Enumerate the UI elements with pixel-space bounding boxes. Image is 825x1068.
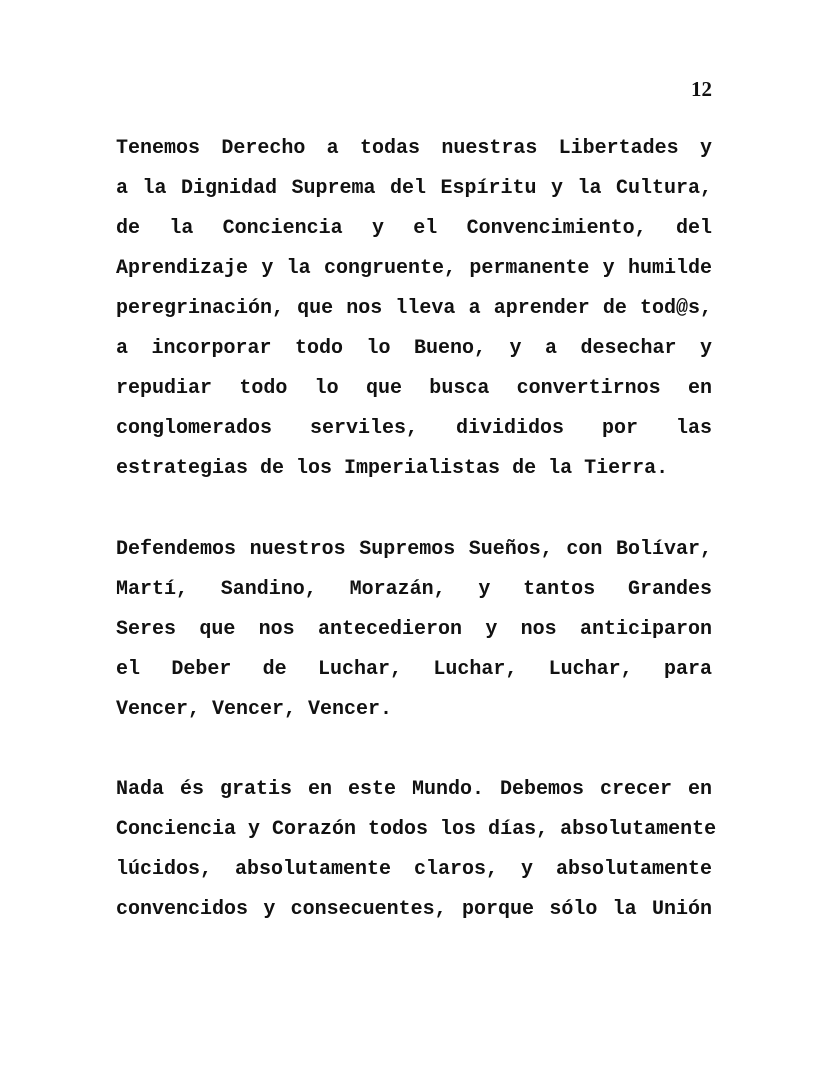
text-line: a incorporar todo lo Bueno, y a desechar y: [116, 337, 712, 360]
text-line: Aprendizaje y la congruente, permanente y humilde: [116, 257, 712, 280]
text-line: lúcidos, absolutamente claros, y absolutamente: [116, 858, 712, 881]
text-line: Nada és gratis en este Mundo. Debemos crecer en: [116, 778, 712, 801]
text-line: peregrinación, que nos lleva a aprender de tod@s,: [116, 297, 712, 320]
text-line: Tenemos Derecho a todas nuestras Libertades y: [116, 137, 712, 160]
text-line: Seres que nos antecedieron y nos anticiparon: [116, 618, 712, 641]
text-line: Martí, Sandino, Morazán, y tantos Grandes: [116, 578, 712, 601]
text-line: el Deber de Luchar, Luchar, Luchar, para: [116, 658, 712, 681]
page-number: 12: [691, 77, 712, 101]
text-line: Conciencia y Corazón todos los días, absolutamente: [116, 818, 717, 841]
text-line: repudiar todo lo que busca convertirnos en: [116, 377, 712, 400]
text-line: conglomerados serviles, divididos por las: [116, 417, 712, 440]
text-line: estrategias de los Imperialistas de la Tierra.: [116, 457, 669, 480]
text-line: de la Conciencia y el Convencimiento, del: [116, 217, 712, 240]
text-line: convencidos y consecuentes, porque sólo la Unión: [116, 898, 712, 921]
text-line: Defendemos nuestros Supremos Sueños, con Bolívar,: [116, 538, 712, 561]
text-line: Vencer, Vencer, Vencer.: [116, 698, 393, 721]
text-line: a la Dignidad Suprema del Espíritu y la Cultura,: [116, 177, 712, 200]
